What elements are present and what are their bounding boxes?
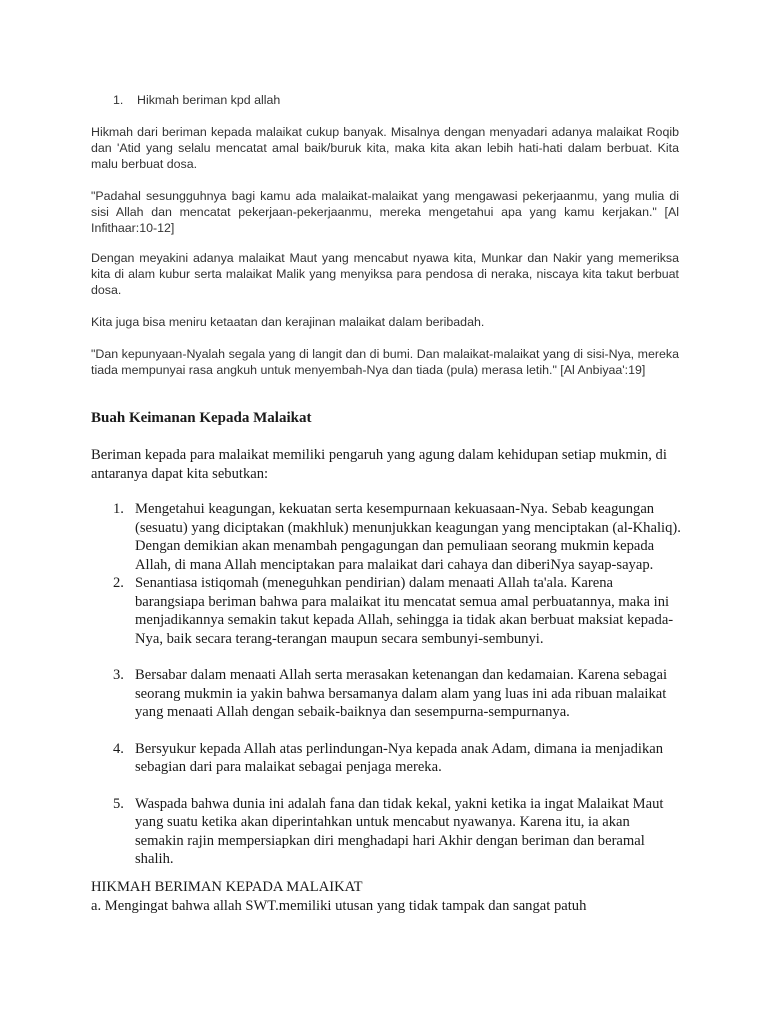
quote-infithaar: "Padahal sesungguhnya bagi kamu ada malaikat-malaikat yang mengawasi pekerjaanmu, yang mulia di sisi Allah dan mencatat pekerjaan-pekerjaanmu, mereka mengetahui apa yang kamu kerjakan." [Al Infithaar:10-12]	[91, 189, 679, 235]
top-list-number: 1.	[113, 93, 124, 107]
benefits-list	[91, 500, 681, 869]
list-item-text: Mengetahui keagungan, kekuatan serta kesempurnaan kekuasaan-Nya. Sebab keagungan (sesuatu) yang diciptakan (makhluk) menunjukkan keagungan yang menciptakan (al-Khaliq). Dengan demikian akan menambah pengagungan dan pemuliaan seorang mukmin kepada Allah, di mana Allah menciptakan para malaikat dari cahaya dan diberiNya sayap-sayap.	[135, 501, 681, 573]
section-heading: Buah Keimanan Kepada Malaikat	[91, 410, 312, 426]
list-item-number: 4.	[113, 740, 124, 757]
list-item	[91, 795, 681, 869]
list-item-text: Senantiasa istiqomah (meneguhkan pendirian) dalam menaati Allah ta'ala. Karena barangsiapa beriman bahwa para malaikat itu mencatat semua amal perbuatannya, maka ini menjadikannya semakin takut kepada Allah, sehingga ia tidak akan berbuat maksiat kepada-Nya, baik secara terang-terangan maupun secara sembunyi-sembunyi.	[135, 575, 674, 647]
paragraph-meniru: Kita juga bisa meniru ketaatan dan kerajinan malaikat dalam beribadah.	[91, 315, 485, 329]
list-item	[91, 500, 681, 574]
list-item-text: Waspada bahwa dunia ini adalah fana dan tidak kekal, yakni ketika ia ingat Malaikat Maut yang suatu ketika akan diperintahkan untuk mencabut nyawanya. Karena itu, ia akan semakin rajin mempersiapkan diri menghadapi hari Akhir dengan beriman dan beramal shalih.	[135, 795, 664, 867]
top-list-item	[113, 92, 280, 108]
list-item	[91, 574, 681, 648]
list-item-number: 5.	[113, 795, 124, 812]
list-item-number: 3.	[113, 667, 124, 683]
footer-heading: HIKMAH BERIMAN KEPADA MALAIKAT	[91, 879, 363, 895]
list-item-text: Bersyukur kepada Allah atas perlindungan-Nya kepada anak Adam, dimana ia menjadikan sebagian dari para malaikat sebagai penjaga mereka.	[135, 740, 664, 775]
list-item-number: 1.	[113, 501, 124, 517]
quote-anbiyaa: "Dan kepunyaan-Nyalah segala yang di langit dan di bumi. Dan malaikat-malaikat yang di sisi-Nya, mereka tiada mempunyai rasa angkuh untuk menyembah-Nya dan tiada (pula) merasa letih." [Al Anbiyaa':19]	[91, 347, 679, 377]
footer-line-a: a. Mengingat bahwa allah SWT.memiliki utusan yang tidak tampak dan sangat patuh	[91, 898, 587, 914]
paragraph-malaikat-maut: Dengan meyakini adanya malaikat Maut yang mencabut nyawa kita, Munkar dan Nakir yang memeriksa kita di alam kubur serta malaikat Malik yang menyiksa para pendosa di neraka, niscaya kita takut berbuat dosa.	[91, 251, 679, 297]
list-item-number: 2.	[113, 575, 124, 591]
top-list-text: Hikmah beriman kpd allah	[137, 93, 281, 107]
section-intro: Beriman kepada para malaikat memiliki pengaruh yang agung dalam kehidupan setiap mukmin, di antaranya dapat kita sebutkan:	[91, 447, 667, 482]
list-item	[91, 740, 681, 777]
paragraph-hikmah: Hikmah dari beriman kepada malaikat cukup banyak. Misalnya dengan menyadari adanya malaikat Roqib dan 'Atid yang selalu mencatat amal baik/buruk kita, maka kita akan lebih hati-hati dalam berbuat. Kita malu berbuat dosa.	[91, 125, 679, 171]
list-item-text: Bersabar dalam menaati Allah serta merasakan ketenangan dan kedamaian. Karena sebagai seorang mukmin ia yakin bahwa bersamanya dalam alam yang luas ini ada ribuan malaikat yang menaati Allah dengan sebaik-baiknya dan sesempurna-sempurnanya.	[135, 667, 668, 720]
list-item	[91, 666, 681, 722]
